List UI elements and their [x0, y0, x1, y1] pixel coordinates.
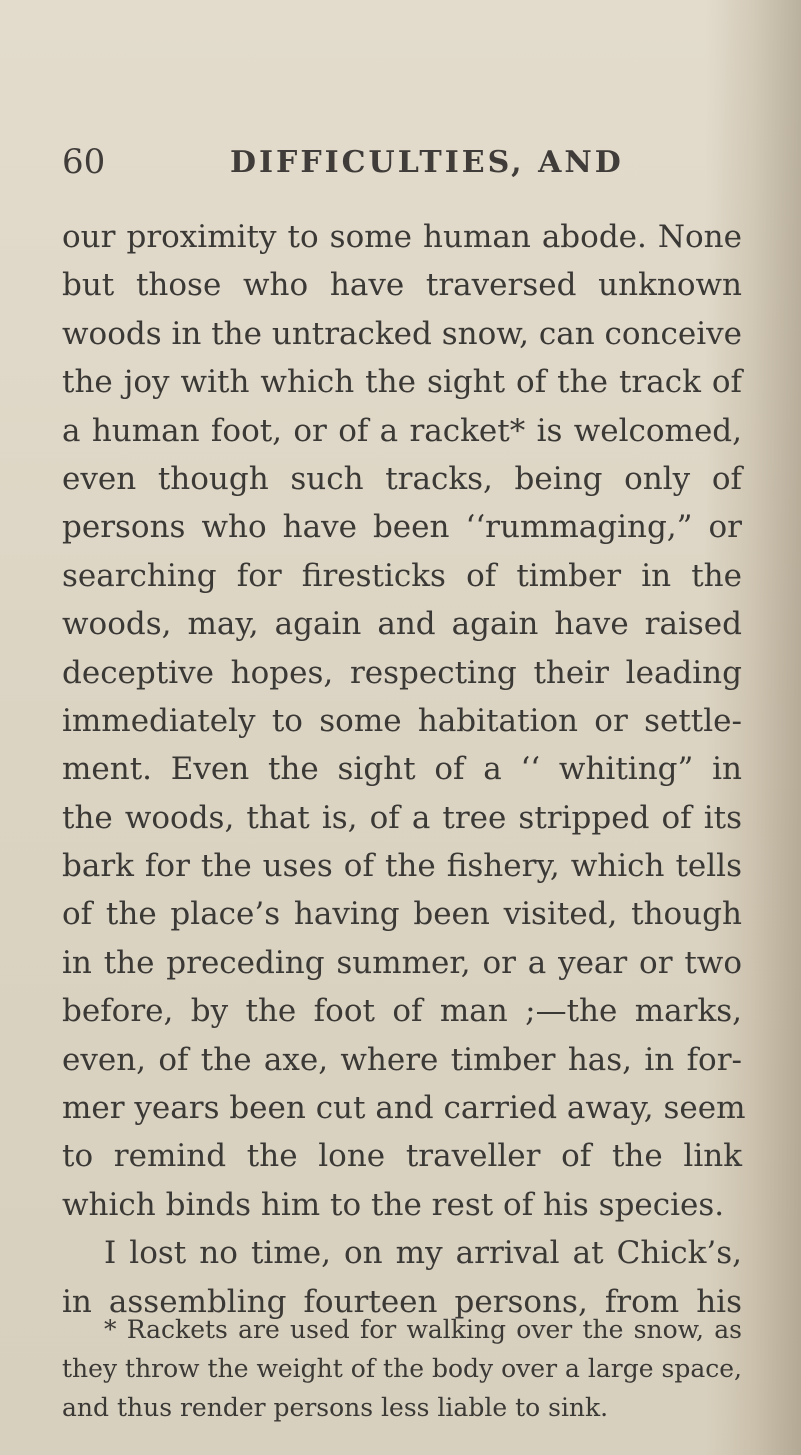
- text-line: bark for the uses of the fishery, which tells: [62, 848, 742, 885]
- footnote-line: they throw the weight of the body over a large space,: [62, 1354, 742, 1383]
- footnote-line: * Rackets are used for walking over the snow, as: [104, 1315, 742, 1344]
- text-line: before, by the foot of man ;—the marks,: [62, 993, 742, 1030]
- page-header: [62, 142, 722, 192]
- footnote: [62, 1310, 742, 1427]
- text-line: which binds him to the rest of his species.: [62, 1186, 725, 1223]
- text-line: immediately to some habitation or settle-: [62, 702, 742, 739]
- text-line: of the place’s having been visited, though: [62, 896, 742, 933]
- text-line: persons who have been ‘‘rummaging,” or: [62, 509, 742, 546]
- text-line: our proximity to some human abode. None: [62, 219, 742, 255]
- running-head: DIFFICULTIES, AND: [230, 145, 624, 180]
- body-text: [62, 213, 746, 1326]
- text-line: I lost no time, on my arrival at Chick’s,: [104, 1235, 742, 1272]
- text-line: deceptive hopes, respecting their leading: [62, 654, 742, 691]
- text-line: to remind the lone traveller of the link: [62, 1138, 742, 1175]
- text-line: mer years been cut and carried away, seem: [62, 1090, 746, 1127]
- text-line: woods in the untracked snow, can conceive: [62, 315, 742, 352]
- text-line: but those who have traversed unknown: [62, 267, 742, 304]
- text-line: even, of the axe, where timber has, in for-: [62, 1041, 742, 1078]
- text-line: a human foot, or of a racket* is welcomed,: [62, 412, 742, 449]
- text-line: ment. Even the sight of a ‘‘ whiting” in: [62, 751, 742, 788]
- footnote-line: and thus render persons less liable to sink.: [62, 1393, 609, 1422]
- text-line: the woods, that is, of a tree stripped of its: [62, 799, 742, 836]
- text-line: searching for firesticks of timber in the: [62, 557, 742, 594]
- text-line: in the preceding summer, or a year or two: [62, 944, 742, 981]
- page-number: 60: [62, 142, 106, 182]
- text-line: woods, may, again and again have raised: [62, 606, 742, 643]
- text-line: even though such tracks, being only of: [62, 460, 742, 497]
- text-line: in assembling fourteen persons, from his: [62, 1283, 742, 1320]
- text-line: the joy with which the sight of the track of: [62, 364, 742, 401]
